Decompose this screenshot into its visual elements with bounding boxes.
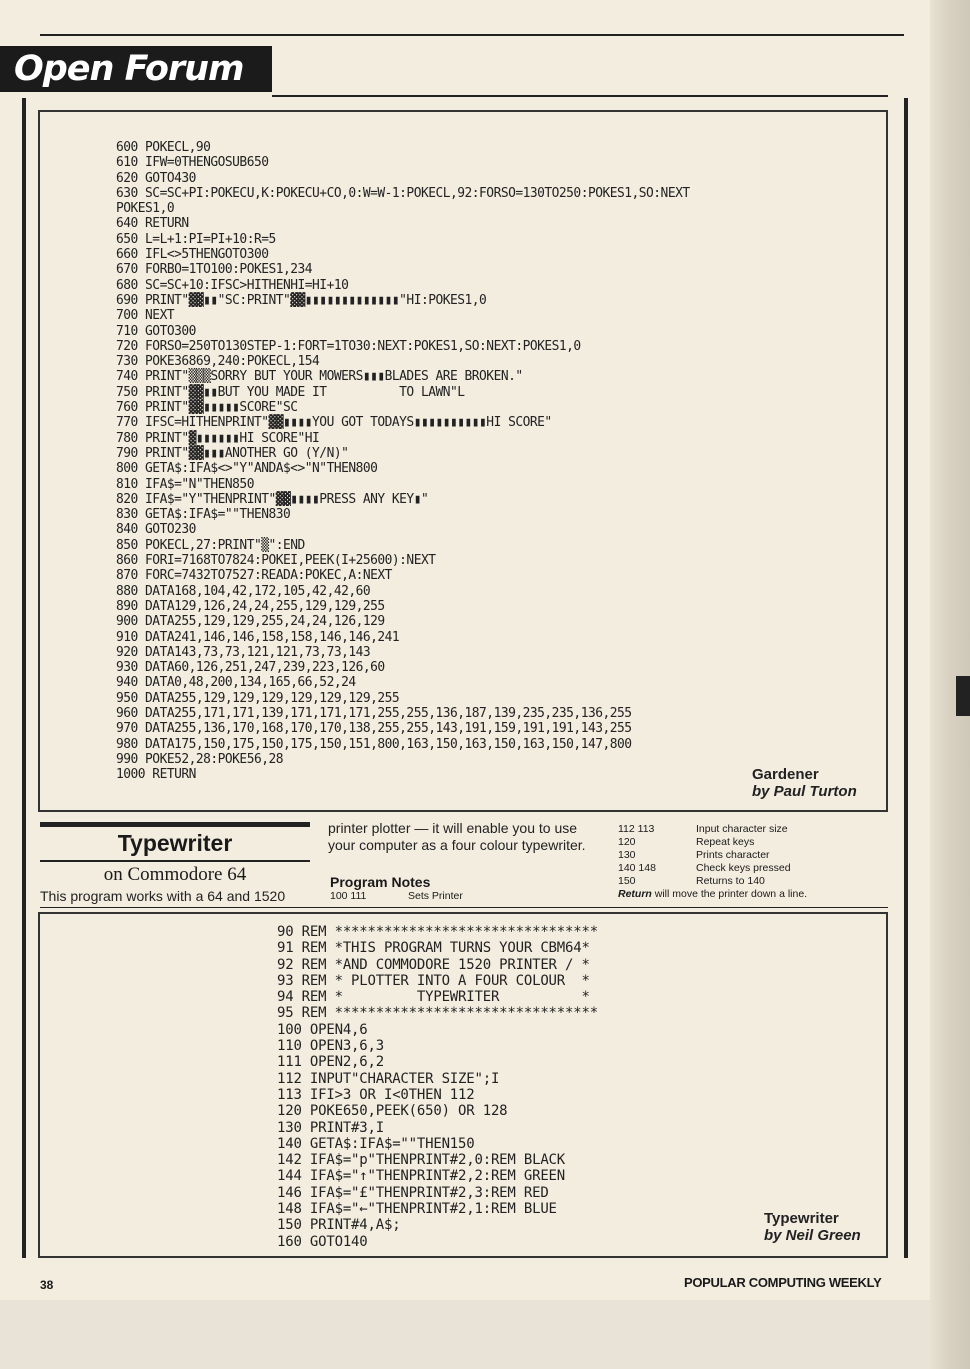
- code-line: 670 FORBO=1TO100:POKES1,234: [116, 262, 313, 278]
- code-line: 700 NEXT: [116, 308, 175, 324]
- note-description: Check keys pressed: [696, 862, 791, 874]
- article-intro-continued: printer plotter — it will enable you to use your computer as a four colour typewriter.: [328, 820, 586, 853]
- code-line: 820 IFA$="Y"THENPRINT"▓▓▮▮▮▮PRESS ANY KEY▮": [116, 491, 429, 507]
- gardener-credit-title: Gardener: [752, 766, 819, 783]
- note-description: Prints character: [696, 849, 770, 861]
- code-line: 960 DATA255,171,171,139,171,171,171,255,255,136,187,139,235,235,136,255: [116, 705, 632, 721]
- scan-bottom-band: [0, 1300, 930, 1369]
- note-description: Returns to 140: [696, 875, 765, 887]
- code-line: 640 RETURN: [116, 216, 189, 232]
- code-line: 142 IFA$="p"THENPRINT#2,0:REM BLACK: [277, 1152, 566, 1169]
- right-border-bar: [904, 98, 908, 1258]
- gardener-credit: [752, 766, 857, 800]
- article-title: Typewriter: [117, 830, 233, 856]
- article-intro-start: This program works with a 64 and 1520: [40, 888, 286, 904]
- code-line: 150 PRINT#4,A$;: [277, 1217, 401, 1234]
- program-note-row: [618, 875, 807, 888]
- gardener-credit-author: by Paul Turton: [752, 783, 857, 800]
- code-line: 750 PRINT"▓▓▮▮BUT YOU MADE IT TO LAWN"L: [116, 384, 465, 400]
- code-line: 160 GOTO140: [277, 1233, 368, 1250]
- page-number: 38: [40, 1278, 54, 1292]
- code-line: 970 DATA255,136,170,168,170,170,138,255,255,143,191,159,191,191,143,255: [116, 721, 632, 737]
- code-line: 620 GOTO430: [116, 170, 196, 186]
- note-line-numbers: 100 111: [330, 890, 367, 902]
- code-line: 650 L=L+1:PI=PI+10:R=5: [116, 231, 276, 247]
- note-description: Repeat keys: [696, 836, 755, 848]
- code-line: 910 DATA241,146,146,158,158,146,146,241: [116, 629, 400, 645]
- code-line: 710 GOTO300: [116, 323, 196, 339]
- note-line-numbers: 112 113: [618, 823, 655, 835]
- program-note-row: [618, 849, 807, 862]
- code-line: 980 DATA175,150,175,150,175,150,151,800,163,150,163,150,163,150,147,800: [116, 736, 632, 752]
- code-line: 870 FORC=7432TO7527:READA:POKEC,A:NEXT: [116, 568, 392, 584]
- code-line: 100 OPEN4,6: [277, 1021, 368, 1038]
- note-description: Sets Printer: [408, 890, 463, 902]
- typewriter-code-listing: [277, 924, 598, 1250]
- program-notes-heading: Program Notes: [330, 874, 431, 890]
- typewriter-credit: [764, 1210, 861, 1244]
- code-line: 130 PRINT#3,I: [277, 1119, 384, 1136]
- code-line: 610 IFW=0THENGOSUB650: [116, 155, 269, 171]
- code-line: 880 DATA168,104,42,172,105,42,42,60: [116, 583, 371, 599]
- code-line: 890 DATA129,126,24,24,255,129,129,255: [116, 598, 385, 614]
- code-line: 680 SC=SC+10:IFSC>HITHENHI=HI+10: [116, 277, 349, 293]
- code-line: 140 GETA$:IFA$=""THEN150: [277, 1135, 475, 1152]
- code-line: 730 POKE36869,240:POKECL,154: [116, 354, 320, 370]
- code-line: 600 POKECL,90: [116, 140, 211, 155]
- article-rule-bottom: [40, 907, 888, 908]
- code-line: 800 GETA$:IFA$<>"Y"ANDA$<>"N"THEN800: [116, 461, 378, 477]
- code-line: 144 IFA$="↑"THENPRINT#2,2:REM GREEN: [277, 1168, 566, 1185]
- return-note-text: will move the printer down a line.: [654, 888, 808, 900]
- code-line: 770 IFSC=HITHENPRINT"▓▓▮▮▮▮YOU GOT TODAYS▮▮▮▮▮▮▮▮▮▮HI SCORE": [116, 415, 552, 431]
- code-line: 146 IFA$="£"THENPRINT#2,3:REM RED: [277, 1184, 549, 1201]
- program-notes-right: [618, 823, 807, 901]
- code-line: 810 IFA$="N"THEN850: [116, 476, 254, 492]
- return-note: [618, 888, 807, 901]
- code-line: 91 REM *THIS PROGRAM TURNS YOUR CBM64*: [277, 940, 590, 957]
- left-border-bar: [22, 98, 26, 1258]
- program-note-row: [618, 823, 807, 836]
- program-note-row: [618, 836, 807, 849]
- code-line: 860 FORI=7168TO7824:POKEI,PEEK(I+25600):NEXT: [116, 553, 436, 569]
- section-banner: Open Forum: [0, 46, 272, 92]
- code-line: 930 DATA60,126,251,247,239,223,126,60: [116, 660, 385, 676]
- code-line: 920 DATA143,73,73,121,121,73,73,143: [116, 644, 371, 660]
- note-line-numbers: 130: [618, 849, 636, 861]
- code-line: 113 IFI>3 OR I<0THEN 112: [277, 1086, 475, 1103]
- publication-name: POPULAR COMPUTING WEEKLY: [684, 1275, 882, 1290]
- article-rule-thin: [40, 860, 310, 862]
- program-note-row: [618, 862, 807, 875]
- article-subtitle: on Commodore 64: [103, 864, 247, 885]
- code-line: 1000 RETURN: [116, 767, 196, 783]
- code-line: 120 POKE650,PEEK(650) OR 128: [277, 1103, 508, 1120]
- program-note-row: [330, 890, 463, 903]
- article-rule-thick: [40, 822, 310, 827]
- code-line: 660 IFL<>5THENGOTO300: [116, 247, 269, 263]
- code-line: 93 REM * PLOTTER INTO A FOUR COLOUR *: [277, 972, 590, 989]
- top-rule: [40, 34, 904, 36]
- code-line: 840 GOTO230: [116, 522, 196, 538]
- code-line: 94 REM * TYPEWRITER *: [277, 989, 590, 1006]
- note-line-numbers: 150: [618, 875, 636, 887]
- code-line: 90 REM ********************************: [277, 924, 598, 940]
- code-line: 92 REM *AND COMMODORE 1520 PRINTER / *: [277, 956, 590, 973]
- code-line: 790 PRINT"▓▓▮▮▮ANOTHER GO (Y/N)": [116, 445, 349, 461]
- return-key-label: Return: [618, 888, 652, 900]
- code-line: 630 SC=SC+PI:POKECU,K:POKECU+CO,0:W=W-1:POKECL,92:FORSO=130TO250:POKES1,SO:NEXT: [116, 185, 690, 201]
- code-line: 690 PRINT"▓▓▮▮"SC:PRINT"▓▓▮▮▮▮▮▮▮▮▮▮▮▮▮"HI:POKES1,0: [116, 292, 487, 308]
- code-line: 111 OPEN2,6,2: [277, 1054, 384, 1071]
- code-line: 760 PRINT"▓▓▮▮▮▮▮SCORE"SC: [116, 400, 298, 416]
- program-notes-left: [330, 890, 463, 903]
- note-line-numbers: 140 148: [618, 862, 656, 874]
- code-line: 940 DATA0,48,200,134,165,66,52,24: [116, 675, 356, 691]
- code-line: POKES1,0: [116, 201, 175, 217]
- code-line: 950 DATA255,129,129,129,129,129,129,255: [116, 690, 400, 706]
- code-line: 740 PRINT"▒▒▒SORRY BUT YOUR MOWERS▮▮▮BLADES ARE BROKEN.": [116, 369, 523, 385]
- note-description: Input character size: [696, 823, 788, 835]
- code-line: 148 IFA$="←"THENPRINT#2,1:REM BLUE: [277, 1201, 557, 1218]
- typewriter-credit-title: Typewriter: [764, 1210, 839, 1227]
- code-line: 900 DATA255,129,129,255,24,24,126,129: [116, 614, 385, 630]
- code-line: 850 POKECL,27:PRINT"▒":END: [116, 537, 305, 553]
- banner-rule: [272, 95, 888, 97]
- code-line: 95 REM ********************************: [277, 1005, 598, 1022]
- page-edge-tab: [956, 676, 970, 716]
- code-line: 720 FORSO=250TO130STEP-1:FORT=1TO30:NEXT:POKES1,SO:NEXT:POKES1,0: [116, 338, 581, 354]
- code-line: 830 GETA$:IFA$=""THEN830: [116, 507, 291, 523]
- code-line: 780 PRINT"▓▮▮▮▮▮▮HI SCORE"HI: [116, 430, 320, 446]
- code-line: 112 INPUT"CHARACTER SIZE";I: [277, 1070, 500, 1087]
- note-line-numbers: 120: [618, 836, 636, 848]
- code-line: 990 POKE52,28:POKE56,28: [116, 751, 283, 767]
- typewriter-credit-author: by Neil Green: [764, 1227, 861, 1244]
- code-line: 110 OPEN3,6,3: [277, 1038, 384, 1055]
- gardener-code-listing: [116, 140, 690, 782]
